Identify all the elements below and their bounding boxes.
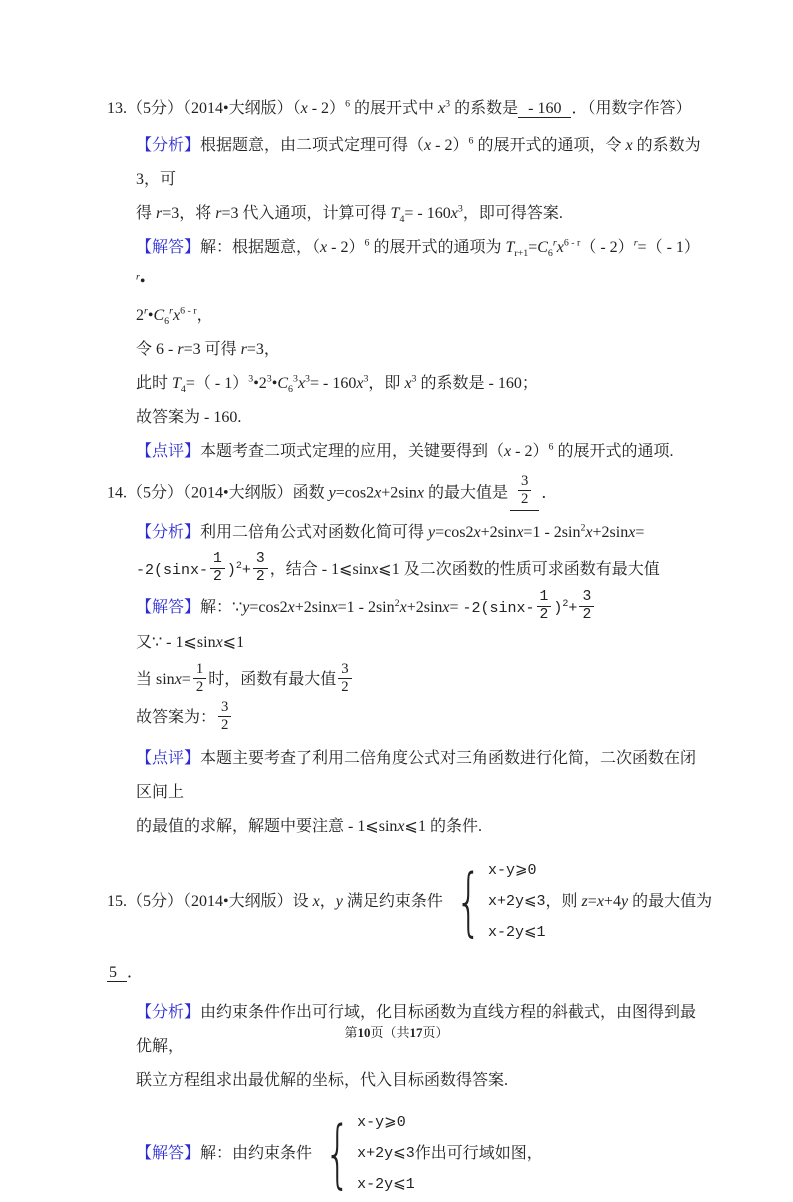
constraint-2: x+2y⩽3: [357, 1144, 415, 1162]
left-brace-icon: {: [455, 858, 482, 945]
problem-15-stem-pre: 15.（5分）（2014•大纲版）设 x，y 满足约束条件: [107, 892, 443, 910]
page-footer: 第10页（共17页）: [344, 1025, 449, 1040]
problem-15-analysis-line-1: 【分析】由约束条件作出可行域，化目标函数为直线方程的斜截式，由图得到最优解，: [136, 1003, 697, 1055]
problem-15-stem-post: ，则 z=x+4y 的最大值为: [545, 892, 713, 910]
problem-15-solution-pre: 【解答】解：由约束条件: [136, 1144, 313, 1162]
problem-14-solution-line-2: 又∵ - 1⩽sinx⩽1: [136, 634, 245, 652]
problem-15-analysis-line-2: 联立方程组求出最优解的坐标，代入目标函数得答案.: [136, 1071, 509, 1089]
problem-14-comment-line-2: 的最值的求解，解题中要注意 - 1⩽sinx⩽1 的条件.: [136, 817, 482, 835]
constraint-2: x+2y⩽3: [487, 892, 546, 910]
constraint-system: [357, 1106, 415, 1202]
problem-13-solution-line-1: 【解答】解：根据题意，（x - 2）$^6$ 的展开式的通项为 $T_{r+1}=C_6^rx^{6 - r}( - 2)^r=$（ - 1）$^r$•: [136, 237, 700, 290]
problem-14-solution-line-3: 当 sinx= $\frac{1}{2}$ 时，函数有最大值 $\frac{3}{2}$: [107, 663, 703, 698]
problem-15-solution-line-1: [107, 1106, 703, 1202]
problem-14-solution-line-4: 故答案为： $\frac{3}{2}$: [107, 701, 703, 736]
problem-14-stem: 14.（5分）（2014•大纲版）函数 y=cos2x+2sinx 的最大值是 $\frac{3}{2}$ ．: [107, 475, 703, 513]
problem-13-comment-line: 【点评】本题考查二项式定理的应用，关键要得到（x - 2）$^6$ 的展开式的通项.: [136, 441, 674, 460]
problem-13-solution-line-2: $2^r•C_6^rx^{6 - r}$，: [136, 305, 213, 328]
problem-14-analysis-line-1: 【分析】利用二倍角公式对函数化简可得 $y=\cos 2x+2\sin x=1 - 2\sin^2x+2\sin x=$: [136, 522, 645, 541]
constraint-1: x-y⩾0: [487, 861, 537, 879]
constraint-system: [488, 854, 546, 950]
problem-14-solution-line-1: 【解答】解：∵y=cos2x+2sinx=1 - $2\sin^2x+2\sin x= -2(\sin x-$ $\frac{1}{2}$ )$^2$+ $\frac{3}{2}$: [107, 591, 703, 626]
problem-14-comment-line-1: 【点评】本题主要考查了利用二倍角度公式对三角函数进行化简，二次函数在闭区间上: [136, 749, 697, 801]
constraint-3: x-2y⩽1: [357, 1175, 415, 1193]
constraint-1: x-y⩾0: [357, 1113, 406, 1131]
problem-13-solution-line-3: 令 6 - r=3 可得 r=3，: [136, 341, 280, 358]
problem-13-analysis-line-1: 【分析】根据题意，由二项式定理可得（x - 2）$^6$ 的展开式的通项，令 x 的系数为 3，可: [136, 135, 701, 188]
problem-13-stem: 13.（5分）（2014•大纲版）（x - 2）$^6$ 的展开式中 $x^3$ 的系数是 - 160 ．（用数字作答）: [107, 98, 692, 117]
problem-13-solution-line-4: 此时 $T_4=$（ - $1)^3•2^3•C_6^3x^3= - 160x^3$，即 $x^3$ 的系数是 - 160；: [136, 373, 538, 396]
problem-13-analysis-line-2: 得 r=3，将 r=3 代入通项，计算可得 $T_4= - 160x^3$，即可得答案.: [136, 203, 563, 226]
problem-13-solution-line-5: 故答案为 - 160.: [136, 409, 242, 426]
problem-14-analysis-line-2: -2(sinx- $\frac{1}{2}$ )$^2$+ $\frac{3}{2}$ ，结合 - 1⩽sinx⩽1 及二次函数的性质可求函数有最大值: [136, 550, 660, 585]
constraint-3: x-2y⩽1: [487, 923, 546, 941]
problem-15-stem: [107, 854, 713, 950]
problem-15-solution-post: 作出可行域如图，: [414, 1144, 543, 1162]
left-brace-icon: {: [324, 1110, 351, 1197]
problem-15-answer: 5 ．: [109, 963, 144, 981]
